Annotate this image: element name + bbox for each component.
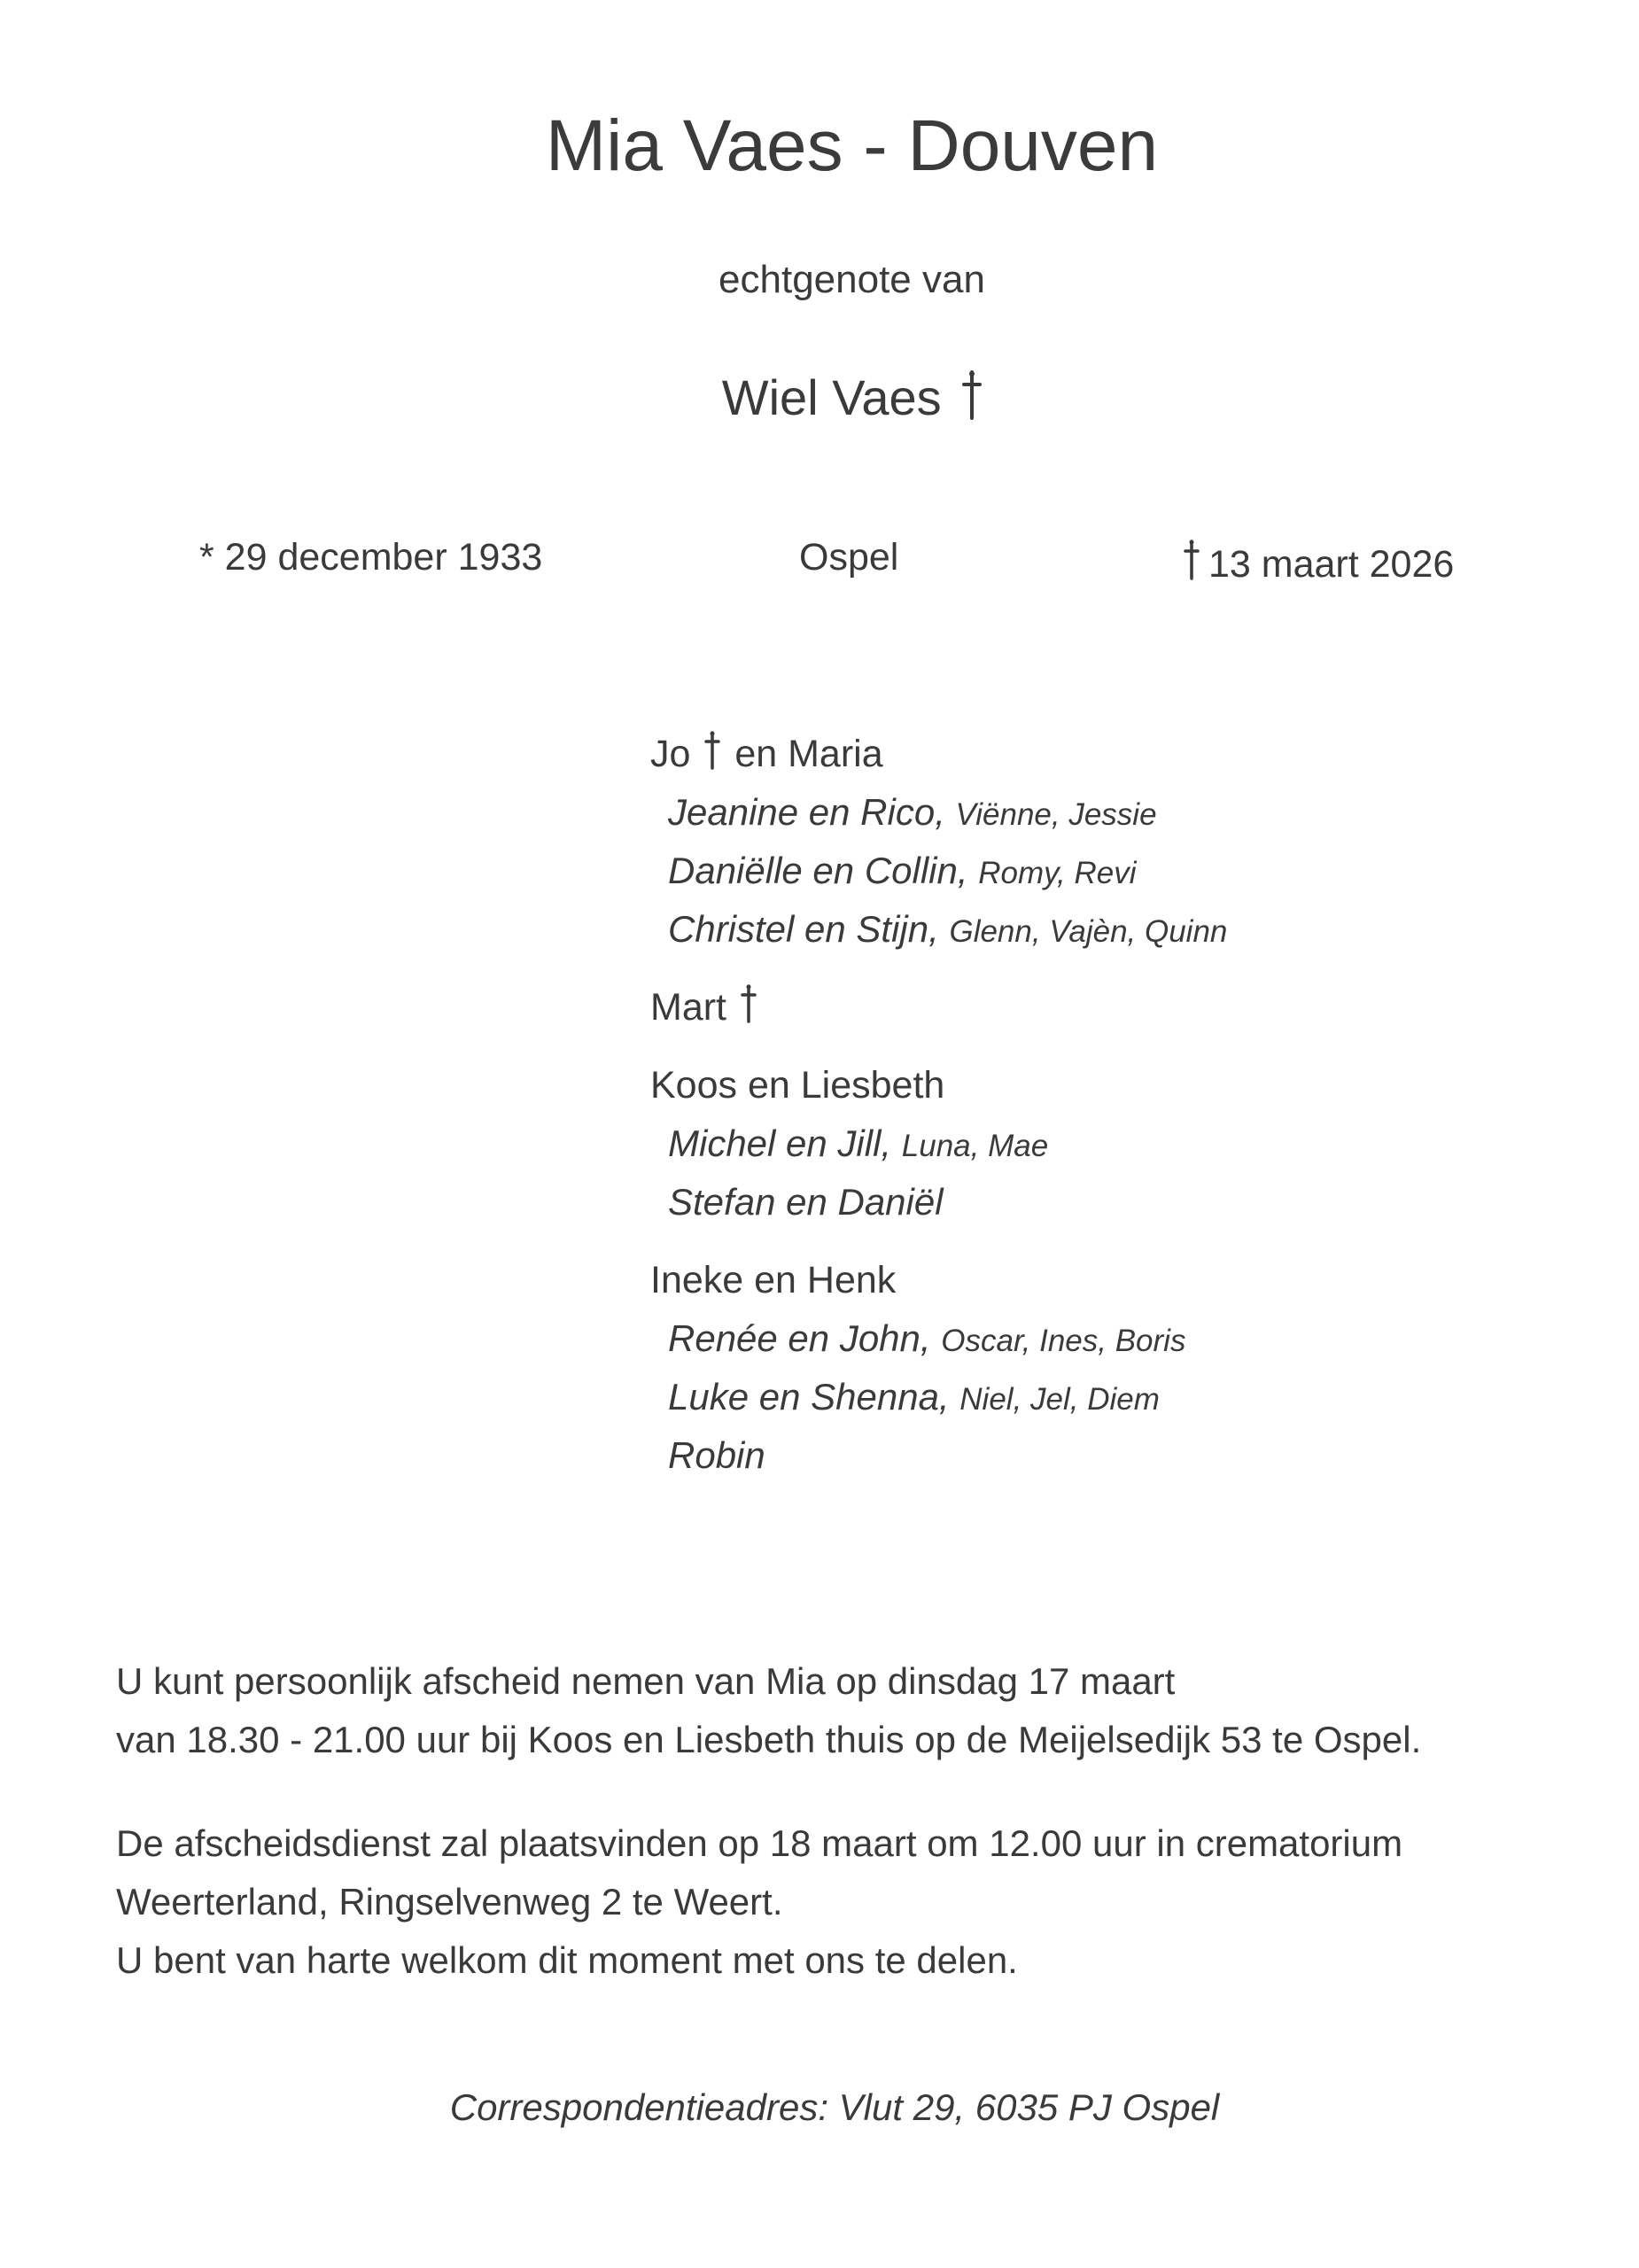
child-couple: Michel en Jill,: [668, 1122, 892, 1164]
cross-icon: [962, 370, 982, 420]
child-couple: Jeanine en Rico,: [668, 791, 945, 833]
family-list: [650, 725, 1227, 1504]
cross-icon: [741, 984, 757, 1023]
service-line: De afscheidsdienst zal plaatsvinden op 18 maart om 12.00 uur in crematorium: [116, 1822, 1403, 1864]
family-parent: [650, 725, 1227, 783]
death-date: 13 maart 2026: [1208, 543, 1455, 586]
family-child: [650, 1426, 1227, 1485]
family-parent: Ineke en Henk: [650, 1259, 897, 1301]
service-line: U bent van harte welkom dit moment met ons te delen.: [116, 1939, 1018, 1981]
spouse-line: [0, 365, 1639, 426]
grandchildren: Viënne, Jessie: [955, 797, 1157, 832]
child-couple: Daniëlle en Collin,: [668, 850, 968, 891]
parent-name: Mart: [650, 986, 726, 1029]
family-child: [650, 1368, 1227, 1426]
visitation-line: U kunt persoonlijk afscheid nemen van Mia op dinsdag 17 maart: [116, 1660, 1176, 1702]
place: Ospel: [799, 536, 899, 579]
family-child: [650, 783, 1227, 842]
family-child: [650, 1309, 1227, 1368]
family-child: [650, 1173, 1227, 1231]
child-couple: Stefan en Daniël: [668, 1181, 944, 1223]
grandchildren: Glenn, Vajèn, Quinn: [949, 914, 1228, 949]
family-child: [650, 900, 1227, 959]
grandchildren: Romy, Revi: [978, 856, 1137, 890]
spouse-name: Wiel Vaes: [721, 369, 942, 425]
parent-partner: en Maria: [734, 733, 883, 775]
deceased-name: Mia Vaes - Douven: [545, 105, 1159, 186]
cross-icon: [704, 731, 720, 770]
relation-label: echtgenote van: [719, 258, 985, 301]
child-couple: Renée en John,: [668, 1317, 931, 1359]
death-date-line: [1184, 536, 1454, 586]
family-group: [650, 1056, 1227, 1231]
birth-date: * 29 december 1933: [199, 536, 543, 579]
parent-name: Jo: [650, 733, 691, 775]
grandchildren: Niel, Jel, Diem: [959, 1382, 1160, 1417]
child-couple: Luke en Shenna,: [668, 1376, 950, 1418]
family-group: [650, 978, 1227, 1037]
family-parent: [650, 978, 1227, 1037]
service-line: Weerterland, Ringselvenweg 2 te Weert.: [116, 1881, 783, 1922]
family-child: [650, 1115, 1227, 1173]
grandchildren: Luna, Mae: [901, 1129, 1049, 1163]
family-parent: Koos en Liesbeth: [650, 1064, 945, 1107]
cross-icon: [1184, 540, 1200, 580]
visitation-paragraph: [116, 1652, 1421, 1769]
service-paragraph: [116, 1814, 1402, 1990]
grandchildren: Oscar, Ines, Boris: [941, 1324, 1186, 1358]
family-group: [650, 725, 1227, 959]
family-group: [650, 1251, 1227, 1485]
family-child: [650, 842, 1227, 900]
visitation-line: van 18.30 - 21.00 uur bij Koos en Liesbeth thuis op de Meijelsedijk 53 te Ospel.: [116, 1719, 1422, 1760]
child-couple: Robin: [668, 1434, 765, 1476]
child-couple: Christel en Stijn,: [668, 908, 939, 950]
correspondence-address: Correspondentieadres: Vlut 29, 6035 PJ Ospel: [449, 2086, 1220, 2128]
